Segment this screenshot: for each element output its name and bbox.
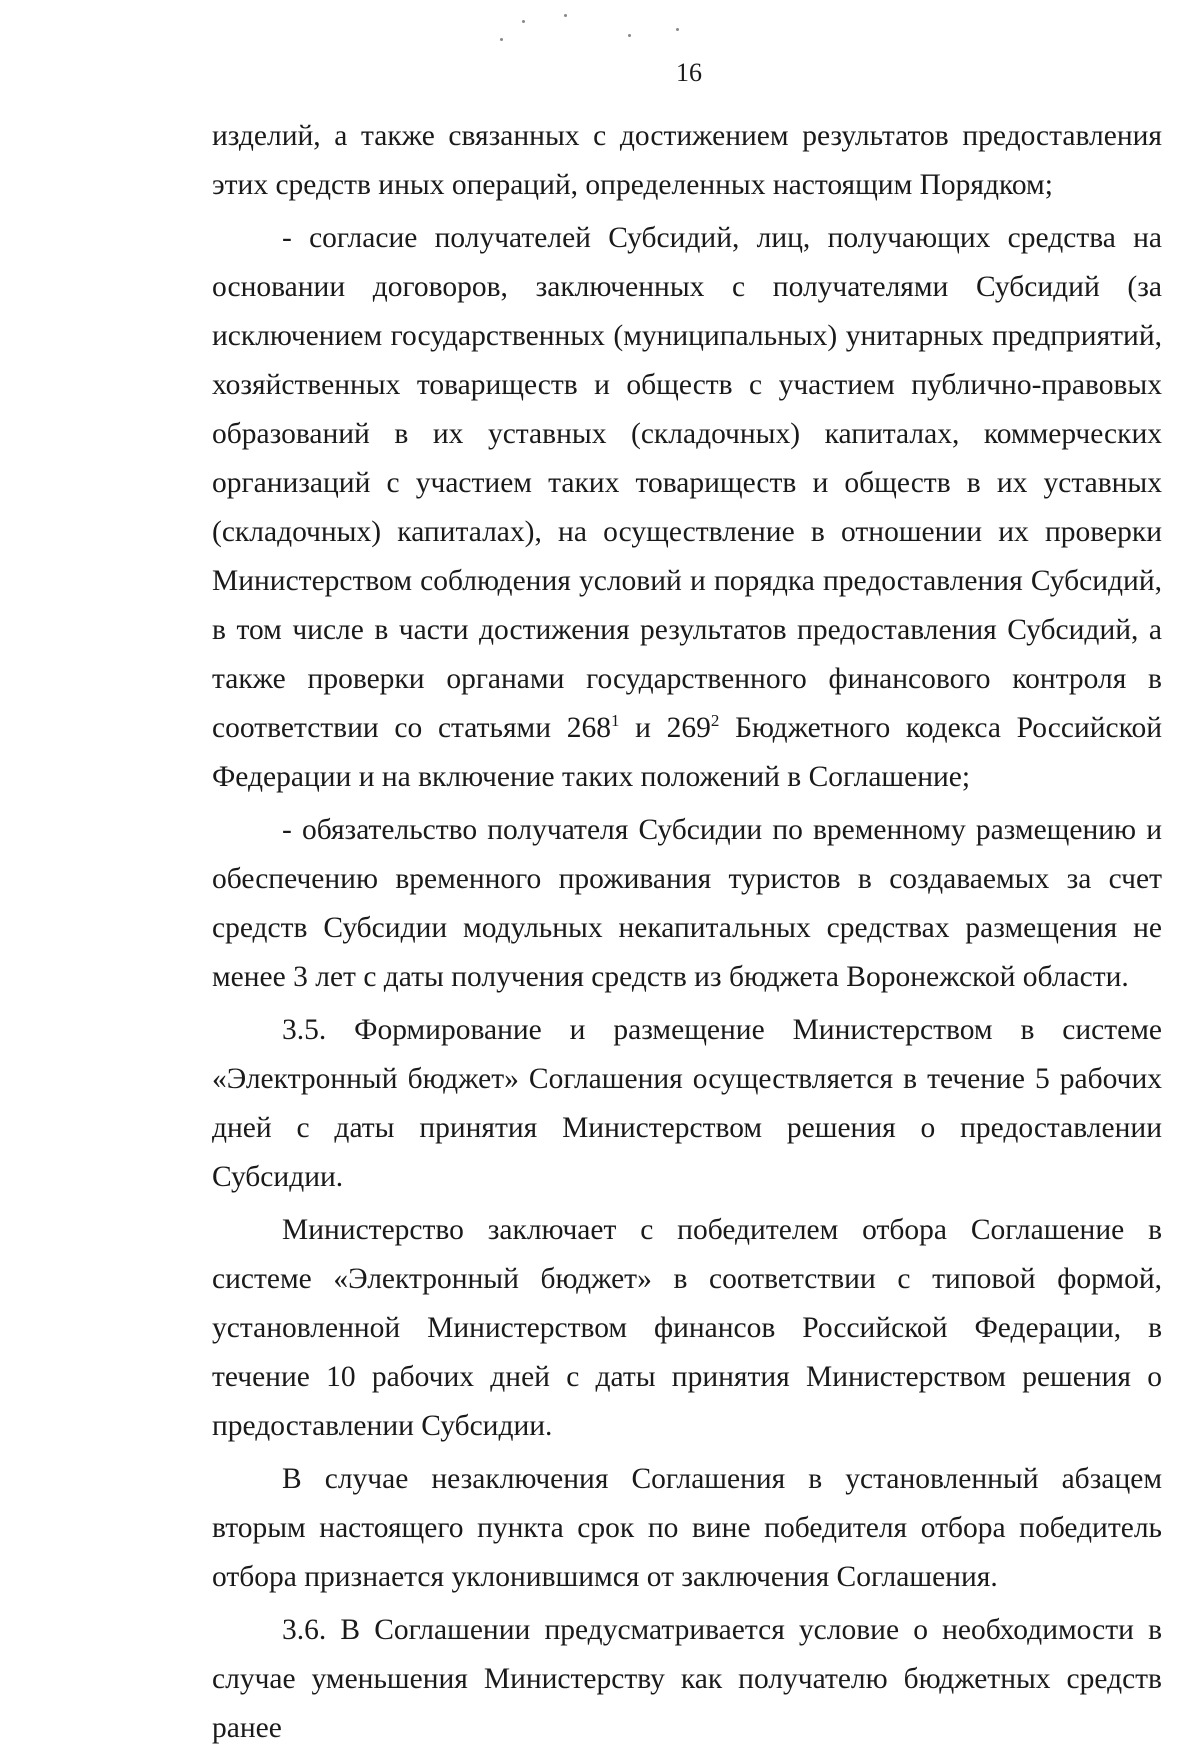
paragraph-consent (212, 214, 1162, 802)
scan-artifact (522, 20, 525, 23)
scan-artifact (628, 34, 631, 37)
paragraph-agreement: Министерство заключает с победителем отбора Соглашение в системе «Электронный бюджет» в соответствии с типовой формой, установленной Министерством финансов Российской Федерации, в течение 10 рабочих дней с даты принятия Министерством решения о предоставлении Субсидии. (212, 1214, 1162, 1442)
paragraph-consent-between: и 269 (619, 712, 711, 744)
paragraph-consent-text: - согласие получателей Субсидий, лиц, получающих средства на основании договоров, заключенных с получателями Субсидий (за исключением государственных (муниципальных) унитарных предприятий, хозяйственных товариществ и обществ с участием публично-правовых образований в их уставных (складочных) капиталах, коммерческих организаций с участием таких товариществ и обществ в их уставных (складочных) капиталах), на осуществление в отношении их проверки Министерством соблюдения условий и порядка предоставления Субсидий, в том числе в части достижения результатов предоставления Субсидий, а также проверки органами государственного финансового контроля в соответствии со статьями 268 (212, 222, 1162, 744)
paragraph-obligation: - обязательство получателя Субсидии по временному размещению и обеспечению временного проживания туристов в создаваемых за счет средств Субсидии модульных некапитальных средствах размещения не менее 3 лет с даты получения средств из бюджета Воронежской области. (212, 814, 1162, 993)
scan-artifact (564, 14, 567, 17)
paragraph-consent-tail: Бюджетного кодекса Российской Федерации и на включение таких положений в Соглашение; (212, 712, 1163, 793)
document-body (212, 112, 1162, 1753)
scan-artifact (676, 28, 679, 31)
scan-artifact (500, 38, 503, 41)
page-number: 16 (676, 58, 702, 87)
paragraph-non-conclusion: В случае незаключения Соглашения в установленный абзацем вторым настоящего пункта срок по вине победителя отбора победитель отбора признается уклонившимся от заключения Соглашения. (212, 1463, 1162, 1593)
paragraph-continuation: изделий, а также связанных с достижением результатов предоставления этих средств иных операций, определенных настоящим Порядком; (212, 120, 1162, 201)
paragraph-3-6: 3.6. В Соглашении предусматривается условие о необходимости в случае уменьшения Министерству как получателю бюджетных средств ранее (212, 1614, 1162, 1744)
superscript: 2 (710, 711, 720, 731)
paragraph-3-5: 3.5. Формирование и размещение Министерством в системе «Электронный бюджет» Соглашения осуществляется в течение 5 рабочих дней с даты принятия Министерством решения о предоставлении Субсидии. (212, 1014, 1162, 1193)
superscript: 1 (610, 711, 620, 731)
